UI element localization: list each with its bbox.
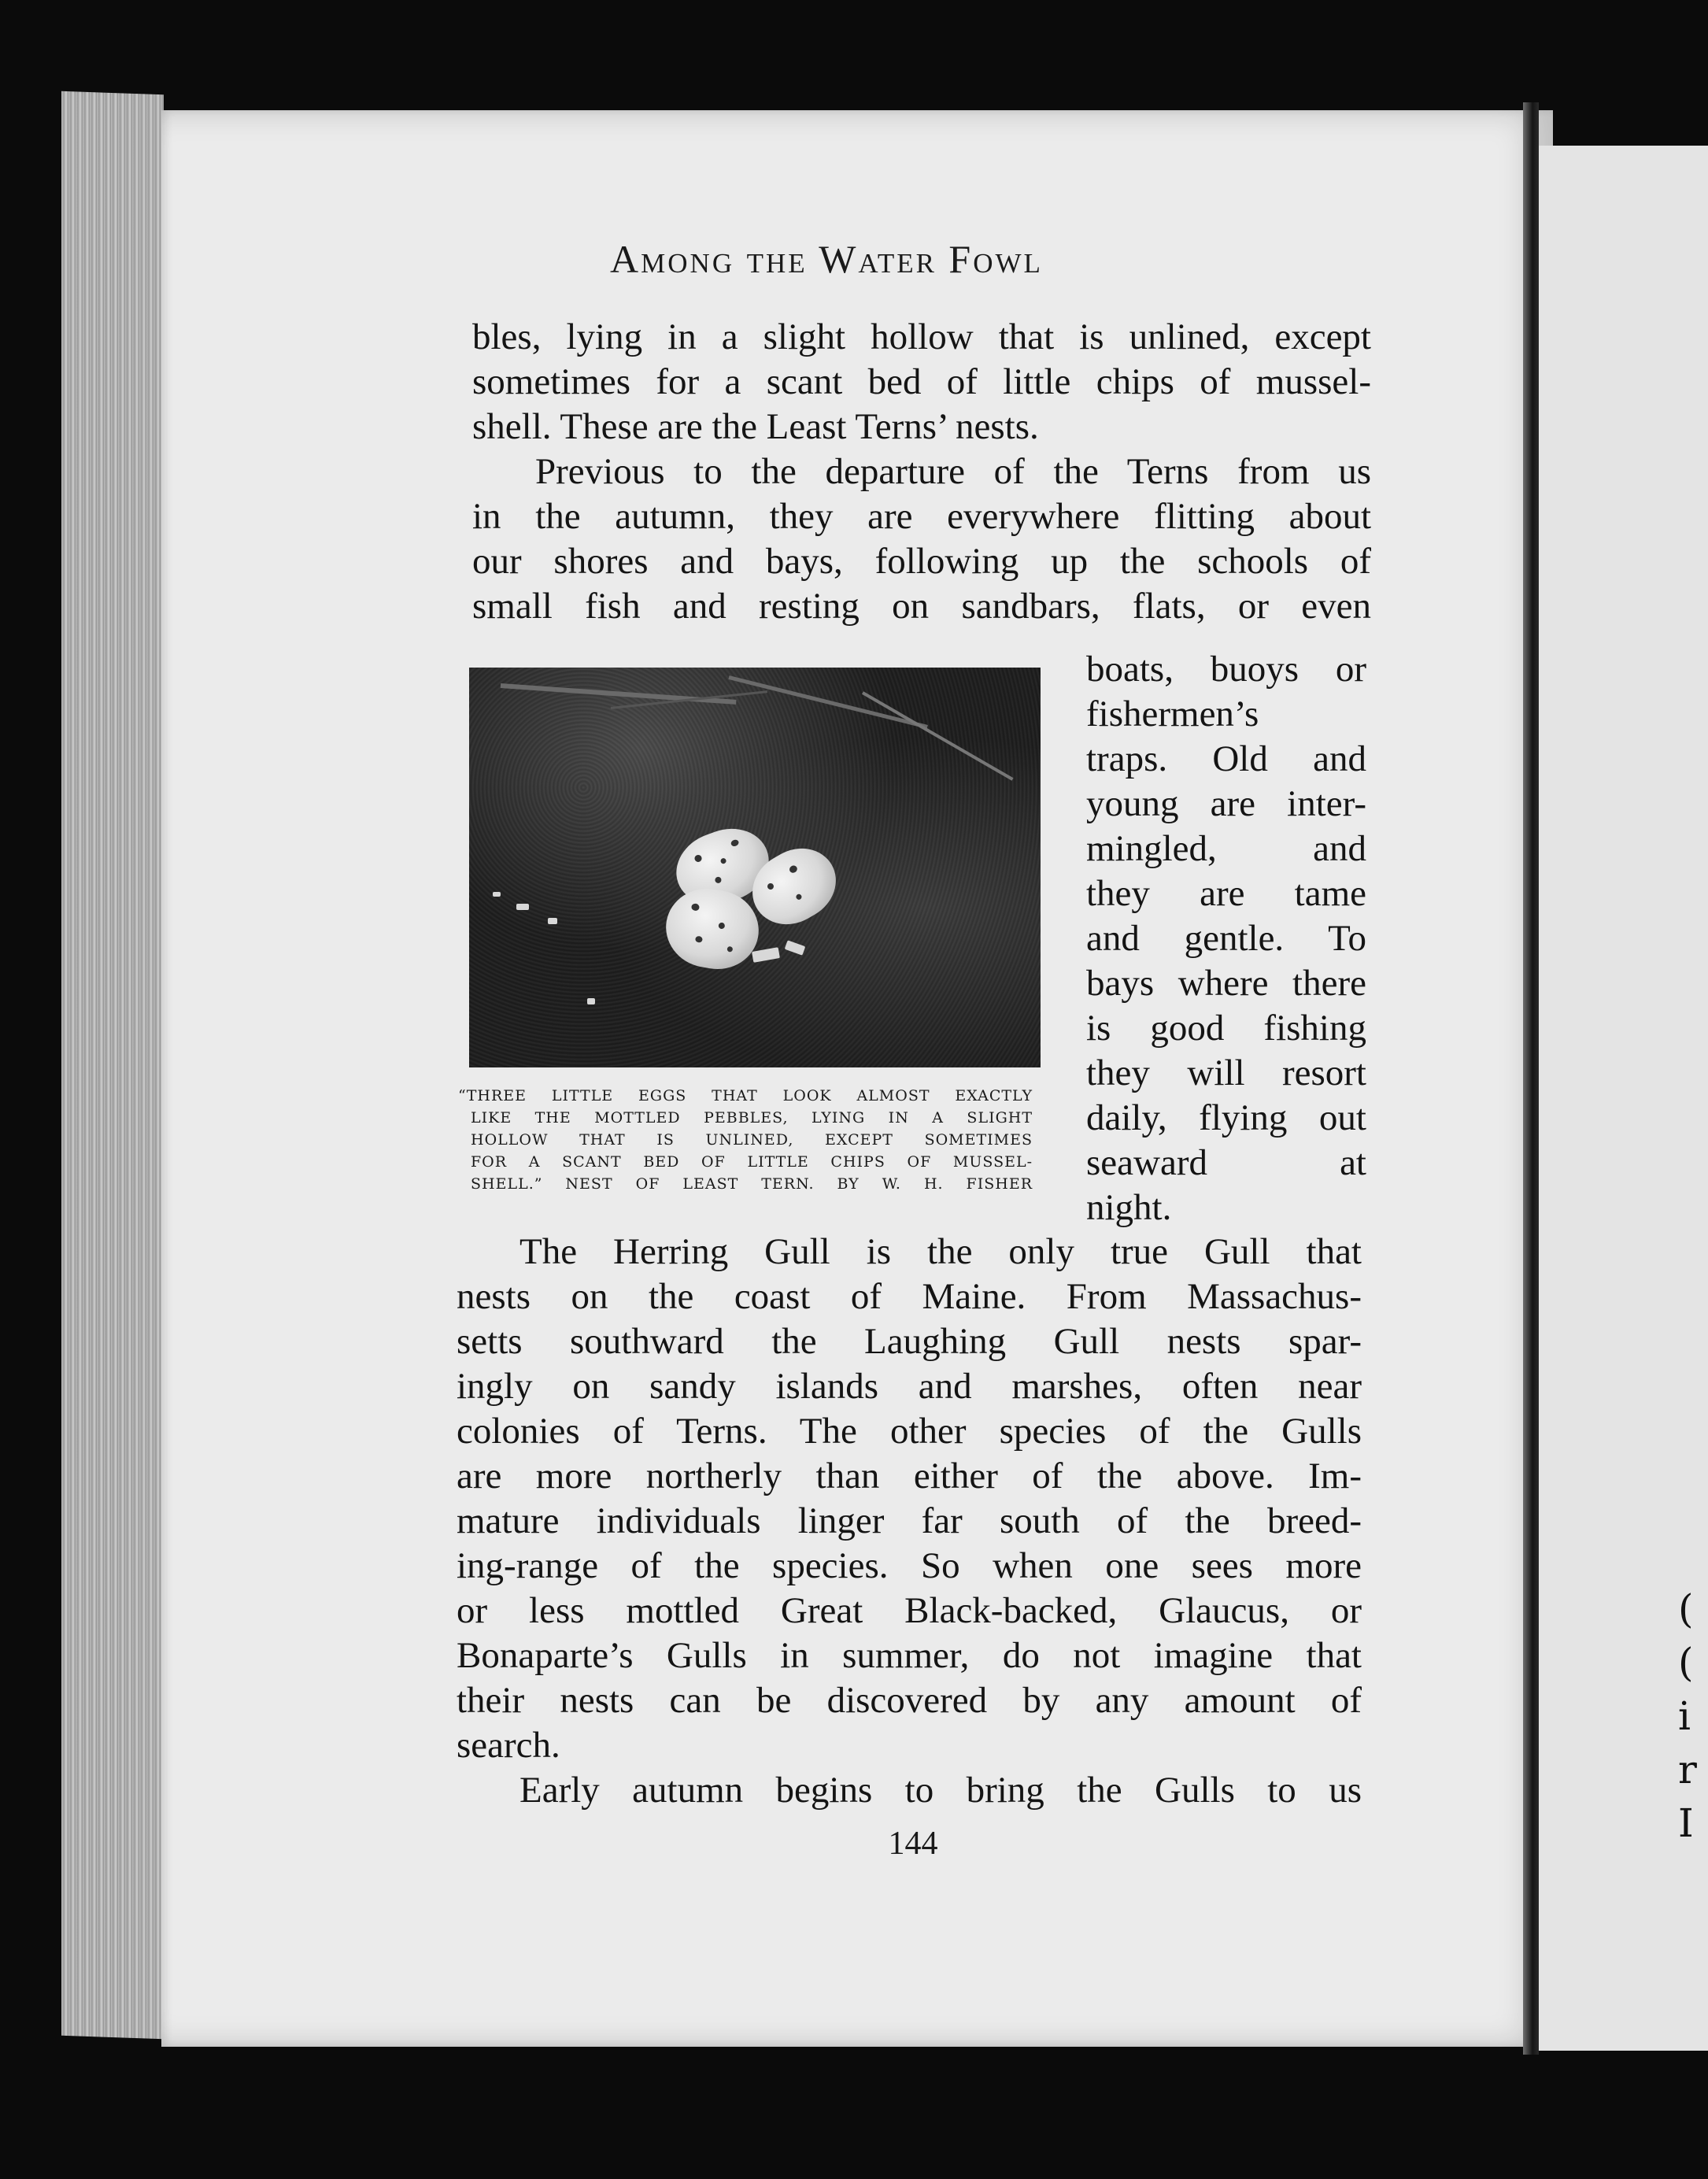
text-line: The Herring Gull is the only true Gull that	[519, 1231, 1362, 1272]
text-line: ingly on sandy islands and marshes, often near	[457, 1366, 1362, 1407]
text-line: daily, flying out	[1086, 1097, 1366, 1138]
text-line: boats, buoys or	[1086, 649, 1366, 690]
photo-caption	[458, 1085, 1033, 1195]
edge-letter: (	[1678, 1586, 1694, 1632]
text-line: mature individuals linger far south of the breed-	[457, 1500, 1362, 1541]
text-line: mingled, and	[1086, 828, 1366, 869]
book-gutter	[1523, 102, 1539, 2055]
right-page-edge-letters	[1678, 1582, 1697, 1850]
page-edge-stack	[61, 91, 164, 2040]
page-number: 144	[888, 1826, 938, 1862]
caption-line: LIKE THE MOTTLED PEBBLES, LYING IN A SLIGHT	[471, 1109, 1033, 1126]
edge-letter: r	[1678, 1747, 1697, 1792]
egg-spot	[720, 857, 727, 864]
text-line: or less mottled Great Black-backed, Glaucus, or	[457, 1590, 1362, 1631]
text-line: traps. Old and	[1086, 738, 1366, 779]
egg-spot	[693, 854, 703, 864]
text-line: in the autumn, they are everywhere flitting about	[472, 496, 1371, 537]
text-line: small fish and resting on sandbars, flats, or even	[472, 586, 1371, 627]
photo-tern-nest	[469, 668, 1041, 1067]
egg-spot	[788, 864, 798, 875]
text-line: night.	[1086, 1187, 1172, 1228]
text-line: ing-range of the species. So when one sees more	[457, 1545, 1362, 1586]
text-line: they will resort	[1086, 1053, 1366, 1093]
edge-letter: I	[1678, 1800, 1694, 1846]
text-line: are more northerly than either of the above. Im-	[457, 1456, 1362, 1496]
edge-letter: i	[1678, 1693, 1691, 1739]
body-text-top	[472, 315, 1371, 629]
text-line: and gentle. To	[1086, 918, 1366, 959]
text-line: Previous to the departure of the Terns from us	[535, 451, 1371, 492]
text-line: our shores and bays, following up the schools of	[472, 541, 1371, 582]
body-text-wrap	[1086, 647, 1366, 1230]
egg-spot	[718, 922, 725, 929]
text-line: bays where there	[1086, 963, 1366, 1004]
egg-spot	[730, 838, 740, 847]
running-head: Among the Water Fowl	[610, 237, 1043, 281]
text-line: young are inter-	[1086, 783, 1366, 824]
shell-chip	[587, 998, 595, 1004]
egg-spot	[695, 936, 703, 943]
text-line: seaward at	[1086, 1142, 1366, 1183]
caption-line: “THREE LITTLE EGGS THAT LOOK ALMOST EXACTLY	[458, 1087, 1033, 1104]
caption-line: SHELL.” NEST OF LEAST TERN. BY W. H. FISHER	[471, 1175, 1033, 1193]
text-line: Bonaparte’s Gulls in summer, do not imagine that	[457, 1635, 1362, 1676]
shell-chip	[516, 904, 529, 910]
edge-letter: (	[1678, 1640, 1694, 1685]
text-line: they are tame	[1086, 873, 1366, 914]
egg-spot	[795, 893, 803, 901]
caption-line: HOLLOW THAT IS UNLINED, EXCEPT SOMETIMES	[471, 1131, 1033, 1149]
body-text-bottom	[457, 1230, 1362, 1813]
text-line: their nests can be discovered by any amount of	[457, 1680, 1362, 1721]
egg-spot	[726, 946, 733, 953]
text-line: colonies of Terns. The other species of the Gulls	[457, 1411, 1362, 1452]
text-line: sometimes for a scant bed of little chips of mussel-	[472, 361, 1371, 402]
text-line: is good fishing	[1086, 1008, 1366, 1049]
text-line: search.	[457, 1725, 560, 1766]
shell-chip	[548, 918, 557, 924]
text-line: fishermen’s	[1086, 694, 1259, 734]
text-line: shell. These are the Least Terns’ nests.	[472, 406, 1039, 447]
shell-chip	[493, 892, 501, 897]
egg-spot	[691, 903, 700, 912]
text-line: bles, lying in a slight hollow that is unlined, except	[472, 316, 1371, 357]
caption-line: FOR A SCANT BED OF LITTLE CHIPS OF MUSSEL-	[471, 1153, 1033, 1171]
egg-spot	[714, 876, 722, 884]
text-line: Early autumn begins to bring the Gulls to us	[519, 1770, 1362, 1811]
text-line: setts southward the Laughing Gull nests spar-	[457, 1321, 1362, 1362]
text-line: nests on the coast of Maine. From Massachus-	[457, 1276, 1362, 1317]
egg-spot	[767, 882, 775, 891]
